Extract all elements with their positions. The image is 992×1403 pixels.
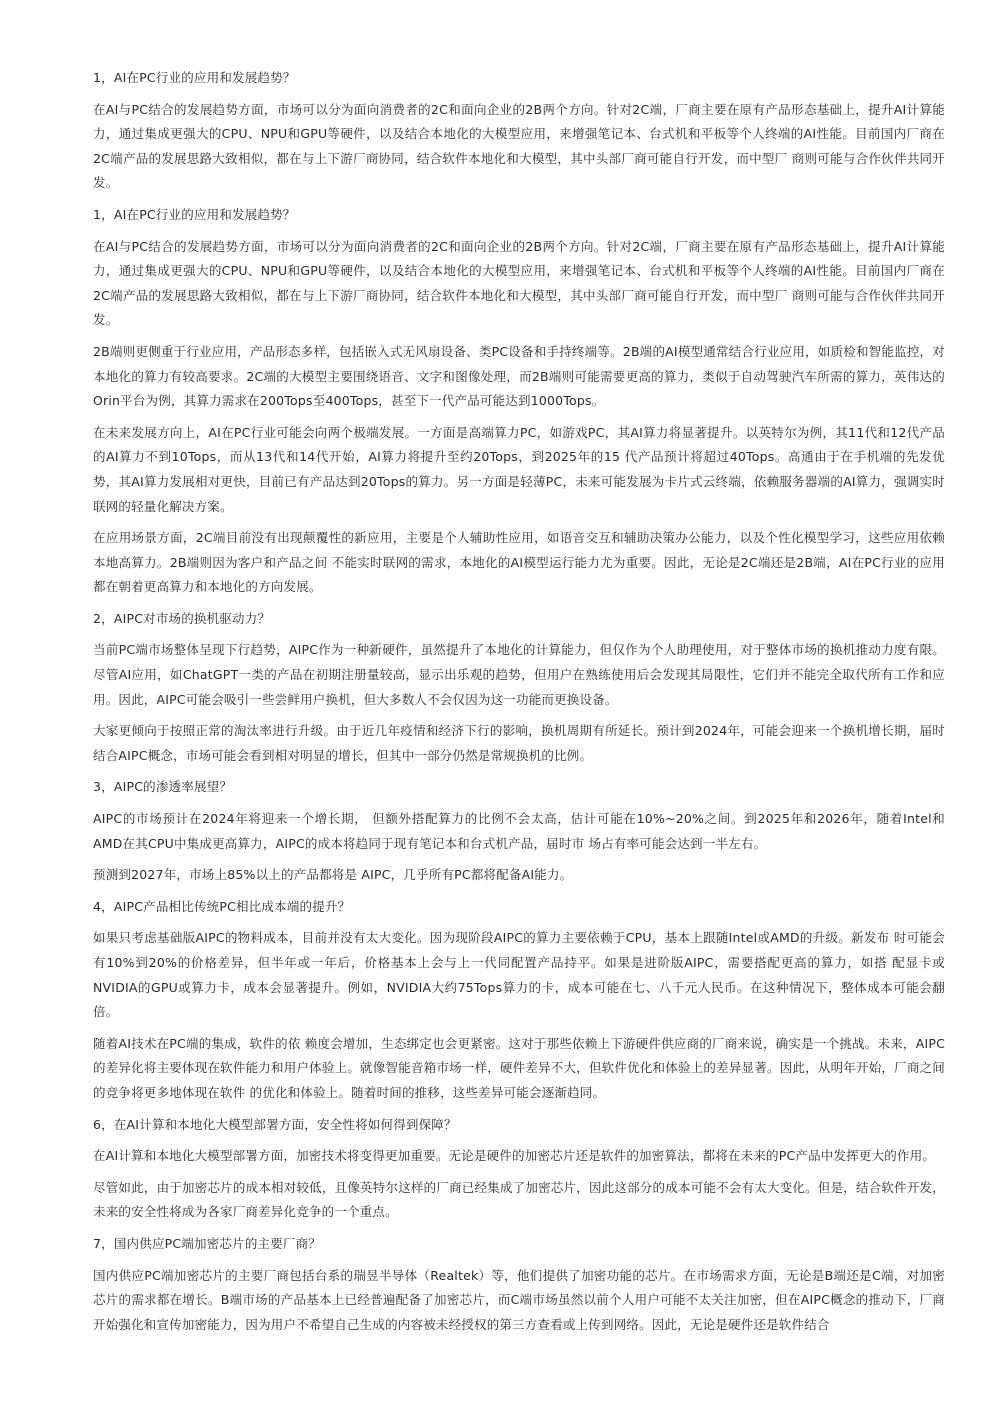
paragraph: 在AI计算和本地化大模型部署方面，加密技术将变得更加重要。无论是硬件的加密芯片还是软件的加密算法，都将在未来的PC产品中发挥更大的作用。: [93, 1148, 936, 1164]
paragraph: 在AI与PC结合的发展趋势方面，市场可以分为面向消费者的2C和面向企业的2B两个方向。针对2C端，厂商主要在原有产品形态基础上，提升AI计算能力，通过集成更强大的CPU、NPU和GPU等硬件，以及结合本地化的大模型应用，来增强笔记本、台式机和平板等个人终端的AI性能。目前国内厂商在2C端产品的发展思路大致相似，都在与上下游厂商协同，结合软件本地化和大模型，其中头部厂商可能自行开发，而中型厂 商则可能与合作伙伴共同开发。: [93, 238, 945, 328]
paragraph: AIPC的市场预计在2024年将迎来一个增长期， 但额外搭配算力的比例不会太高，估计可能在10%~20%之间。到2025年和2026年，随着Intel和AMD在其CPU中集成更高算力，AIPC的成本将趋同于现有笔记本和台式机产品，届时市 场占有率可能会达到一半左右。: [93, 811, 945, 851]
paragraph: 在应用场景方面，2C端目前没有出现颠覆性的新应用，主要是个人辅助性应用，如语音交互和辅助决策办公能力，以及个性化模型学习，这些应用依赖本地高算力。2B端则因为客户和产品之间 不能实时联网的需求，本地化的AI模型运行能力尤为重要。因此，无论是2C端还是2B端，AI在PC行业的应用都在朝着更高算力和本地化的方向发展。: [93, 530, 945, 595]
paragraph: 随着AI技术在PC端的集成，软件的依 赖度会增加，生态绑定也会更紧密。这对于那些依赖上下游硬件供应商的厂商来说，确实是一个挑战。未来，AIPC的差异化将主要体现在软件能力和用户体验上。就像智能音箱市场一样，硬件差异不大，但软件优化和体验上的差异显著。因此，从明年开始，厂商之间的竞争将更多地体现在软件 的优化和体验上。随着时间的推移，这些差异可能会逐渐趋同。: [93, 1035, 945, 1100]
section-heading: 1，AI在PC行业的应用和发展趋势？: [93, 70, 296, 85]
section-heading: 3，AIPC的渗透率展望？: [93, 779, 233, 795]
paragraph: 大家更倾向于按照正常的淘汰率进行升级。由于近几年疫情和经济下行的影响，换机周期有所延长。预计到2024年，可能会迎来一个换机增长期，届时结合AIPC概念，市场可能会看到相对明显的增长，但其中一部分仍然是常规换机的比例。: [93, 723, 945, 763]
paragraph: 在未来发展方向上，AI在PC行业可能会向两个极端发展。一方面是高端算力PC，如游戏PC，其AI算力将显著提升。以英特尔为例，其11代和12代产品的AI算力不到10Tops，而从13代和14代开始，AI算力将提升至约20Tops，到2025年的15 代产品预计将超过40Tops。高通由于在手机端的先发优势，其AI算力发展相对更快，目前已有产品达到20Tops的算力。另一方面是轻薄PC，未来可能发展为卡片式云终端，依赖服务器端的AI算力，强调实时联网的轻量化解决方案。: [93, 424, 945, 514]
paragraph: 尽管如此，由于加密芯片的成本相对较低，且像英特尔这样的厂商已经集成了加密芯片，因此这部分的成本可能不会有太大变化。但是，结合软件开发，未来的安全性将成为各家厂商差异化竞争的一个重点。: [93, 1179, 945, 1220]
section-heading: 6，在AI计算和本地化大模型部署方面，安全性将如何得到保障？: [93, 1116, 457, 1132]
section-heading: 7，国内供应PC端加密芯片的主要厂商？: [93, 1235, 322, 1251]
paragraph: 2B端则更侧重于行业应用，产品形态多样，包括嵌入式无风扇设备、类PC设备和手持终端等。2B端的AI模型通常结合行业应用，如质检和智能监控，对本地化的算力有较高要求。2C端的大模型主要围绕语音、文字和图像处理，而2B端则可能需要更高的算力，类似于自动驾驶汽车所需的算力，英伟达的Orin平台为例，其算力需求在200Tops至400Tops，甚至下一代产品可能达到1000Tops。: [93, 343, 945, 409]
paragraph: 预测到2027年，市场上85%以上的产品都将是 AIPC，几乎所有PC都将配备AI能力。: [93, 867, 573, 883]
document-body: [93, 66, 945, 1344]
paragraph: 国内供应PC端加密芯片的主要厂商包括台系的瑞昱半导体（Realtek）等，他们提供了加密功能的芯片。在市场需求方面，无论是B端还是C端，对加密芯片的需求都在增长。B端市场的产品基本上已经普遍配备了加密芯片，而C端市场虽然以前个人用户可能不太关注加密，但在AIPC概念的推动下，厂商开始强化和宣传加密能力，因为用户不希望自己生成的内容被未经授权的第三方查看或上传到网络。因此，无论是硬件还是软件结合: [93, 1267, 945, 1332]
section-heading: 4，AIPC产品相比传统PC相比成本端的提升？: [93, 898, 351, 914]
section-heading: 2，AIPC对市场的换机驱动力？: [93, 610, 271, 626]
paragraph: 当前PC端市场整体呈现下行趋势，AIPC作为一种新硬件，虽然提升了本地化的计算能力，但仅作为个人助理使用，对于整体市场的换机推动力度有限。尽管AI应用，如ChatGPT一类的产品在初期注册量较高，显示出乐观的趋势，但用户在熟练使用后会发现其局限性，它们并不能完全取代所有工作和应用。因此，AIPC可能会吸引一些尝鲜用户换机，但大多数人不会仅因为这一功能而更换设备。: [93, 642, 945, 707]
paragraph: 如果只考虑基础版AIPC的物料成本，目前并没有太大变化。因为现阶段AIPC的算力主要依赖于CPU，基本上跟随Intel或AMD的升级。新发布 时可能会有10%到20%的价格差异，但半年或一年后，价格基本上会与上一代同配置产品持平。如果是进阶版AIPC，需要搭配更高的算力，如搭 配显卡或NVIDIA的GPU或算力卡，成本会显著提升。例如，NVIDIA大约75Tops算力的卡，成本可能在七、八千元人民币。在这种情况下，整体成本可能会翻倍。: [93, 930, 945, 1020]
section-heading: 1，AI在PC行业的应用和发展趋势？: [93, 206, 296, 222]
paragraph: 在AI与PC结合的发展趋势方面，市场可以分为面向消费者的2C和面向企业的2B两个方向。针对2C端，厂商主要在原有产品形态基础上，提升AI计算能力，通过集成更强大的CPU、NPU和GPU等硬件，以及结合本地化的大模型应用，来增强笔记本、台式机和平板等个人终端的AI性能。目前国内厂商在2C端产品的发展思路大致相似，都在与上下游厂商协同，结合软件本地化和大模型，其中头部厂商可能自行开发，而中型厂 商则可能与合作伙伴共同开发。: [93, 101, 945, 191]
